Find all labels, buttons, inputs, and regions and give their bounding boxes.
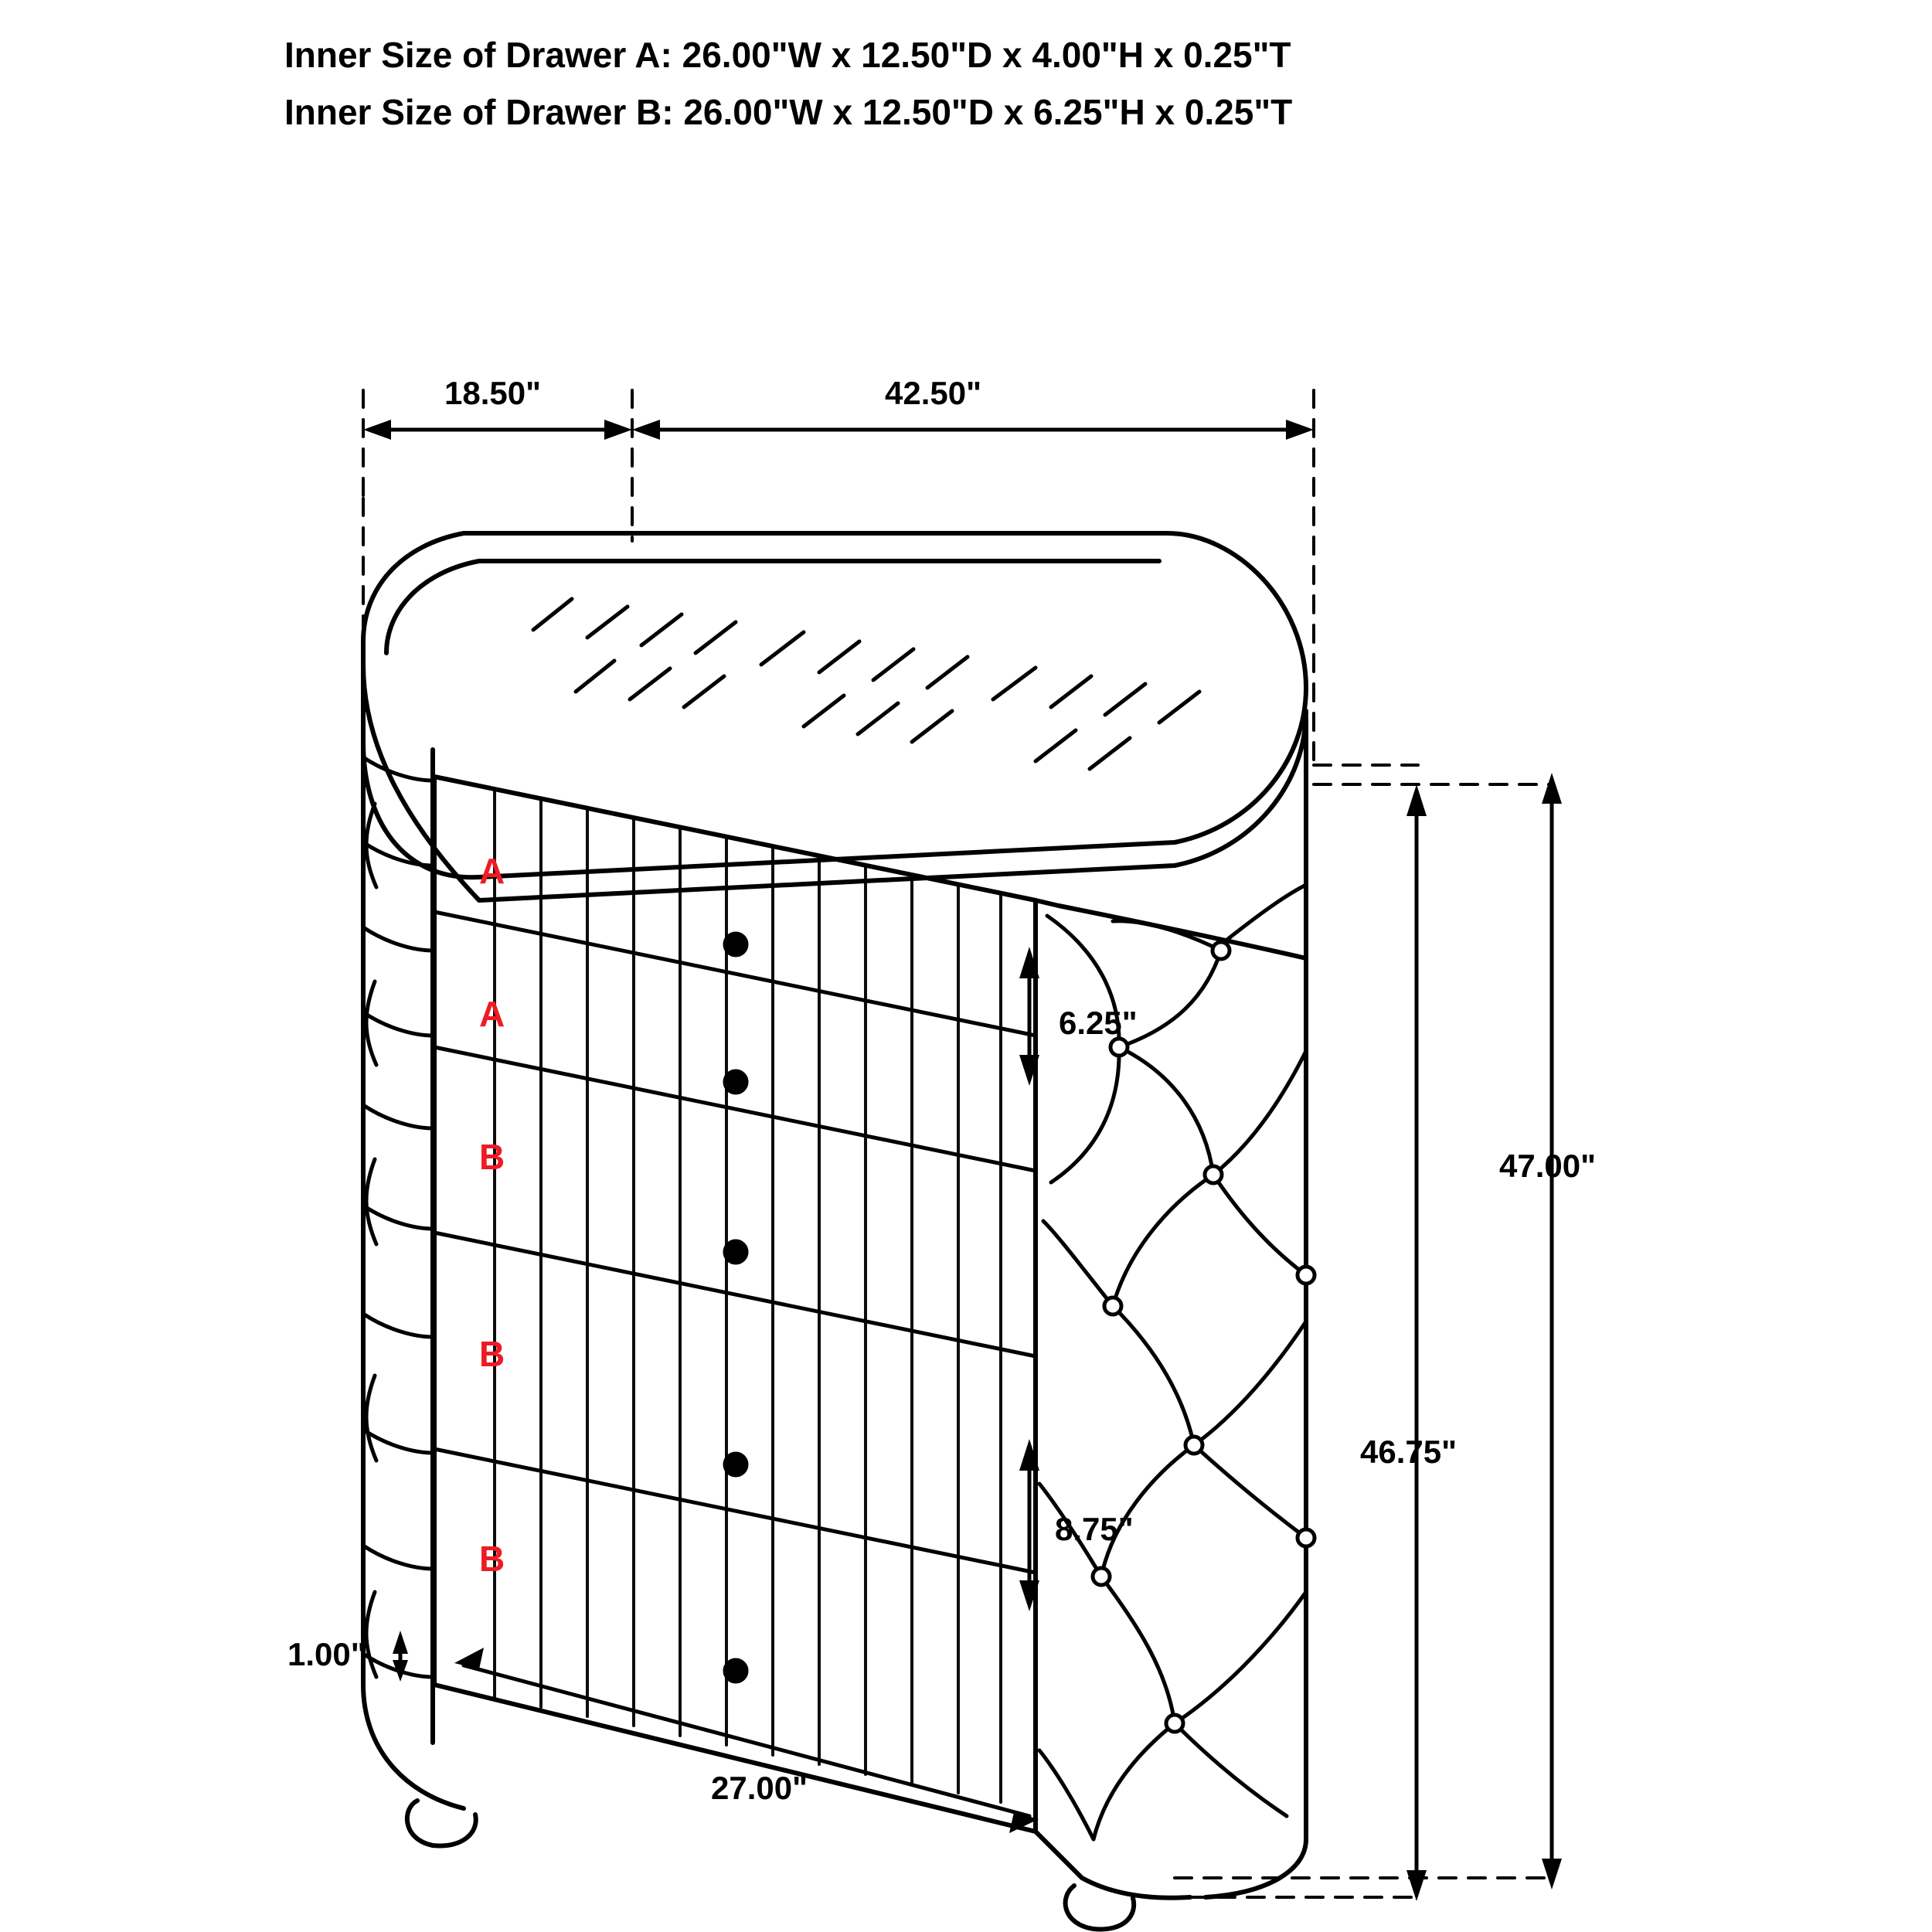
drawer-label-b-1: B <box>479 1137 505 1177</box>
dimension-label-42-50: 42.50" <box>885 375 982 411</box>
note-drawer-a: Inner Size of Drawer A: 26.00"W x 12.50"D x 4.00"H x 0.25"T <box>284 35 1291 75</box>
top-surface-hatching <box>533 599 1199 769</box>
dimension-label-1-00: 1.00" <box>287 1636 366 1672</box>
dimension-label-6-25: 6.25" <box>1059 1005 1138 1041</box>
top-dimension-lines <box>363 420 1314 440</box>
dimension-label-46-75: 46.75" <box>1360 1434 1458 1470</box>
drawer-label-a-2: A <box>479 994 505 1034</box>
left-side-tufting <box>363 757 433 1677</box>
dimension-label-27-00: 27.00" <box>711 1770 808 1806</box>
right-dimension-lines <box>1406 773 1562 1901</box>
drawer-label-b-2: B <box>479 1334 505 1374</box>
dimension-label-8-75: 8.75" <box>1055 1511 1134 1547</box>
dimension-label-18-50: 18.50" <box>444 375 542 411</box>
drawer-label-a-1: A <box>479 851 505 891</box>
note-drawer-b: Inner Size of Drawer B: 26.00"W x 12.50"D x 6.25"H x 0.25"T <box>284 92 1293 132</box>
drawer-label-b-3: B <box>479 1539 505 1579</box>
cabinet-outline <box>363 533 1306 1929</box>
dimension-label-47-00: 47.00" <box>1499 1148 1597 1184</box>
drawer-knobs <box>725 934 747 1682</box>
